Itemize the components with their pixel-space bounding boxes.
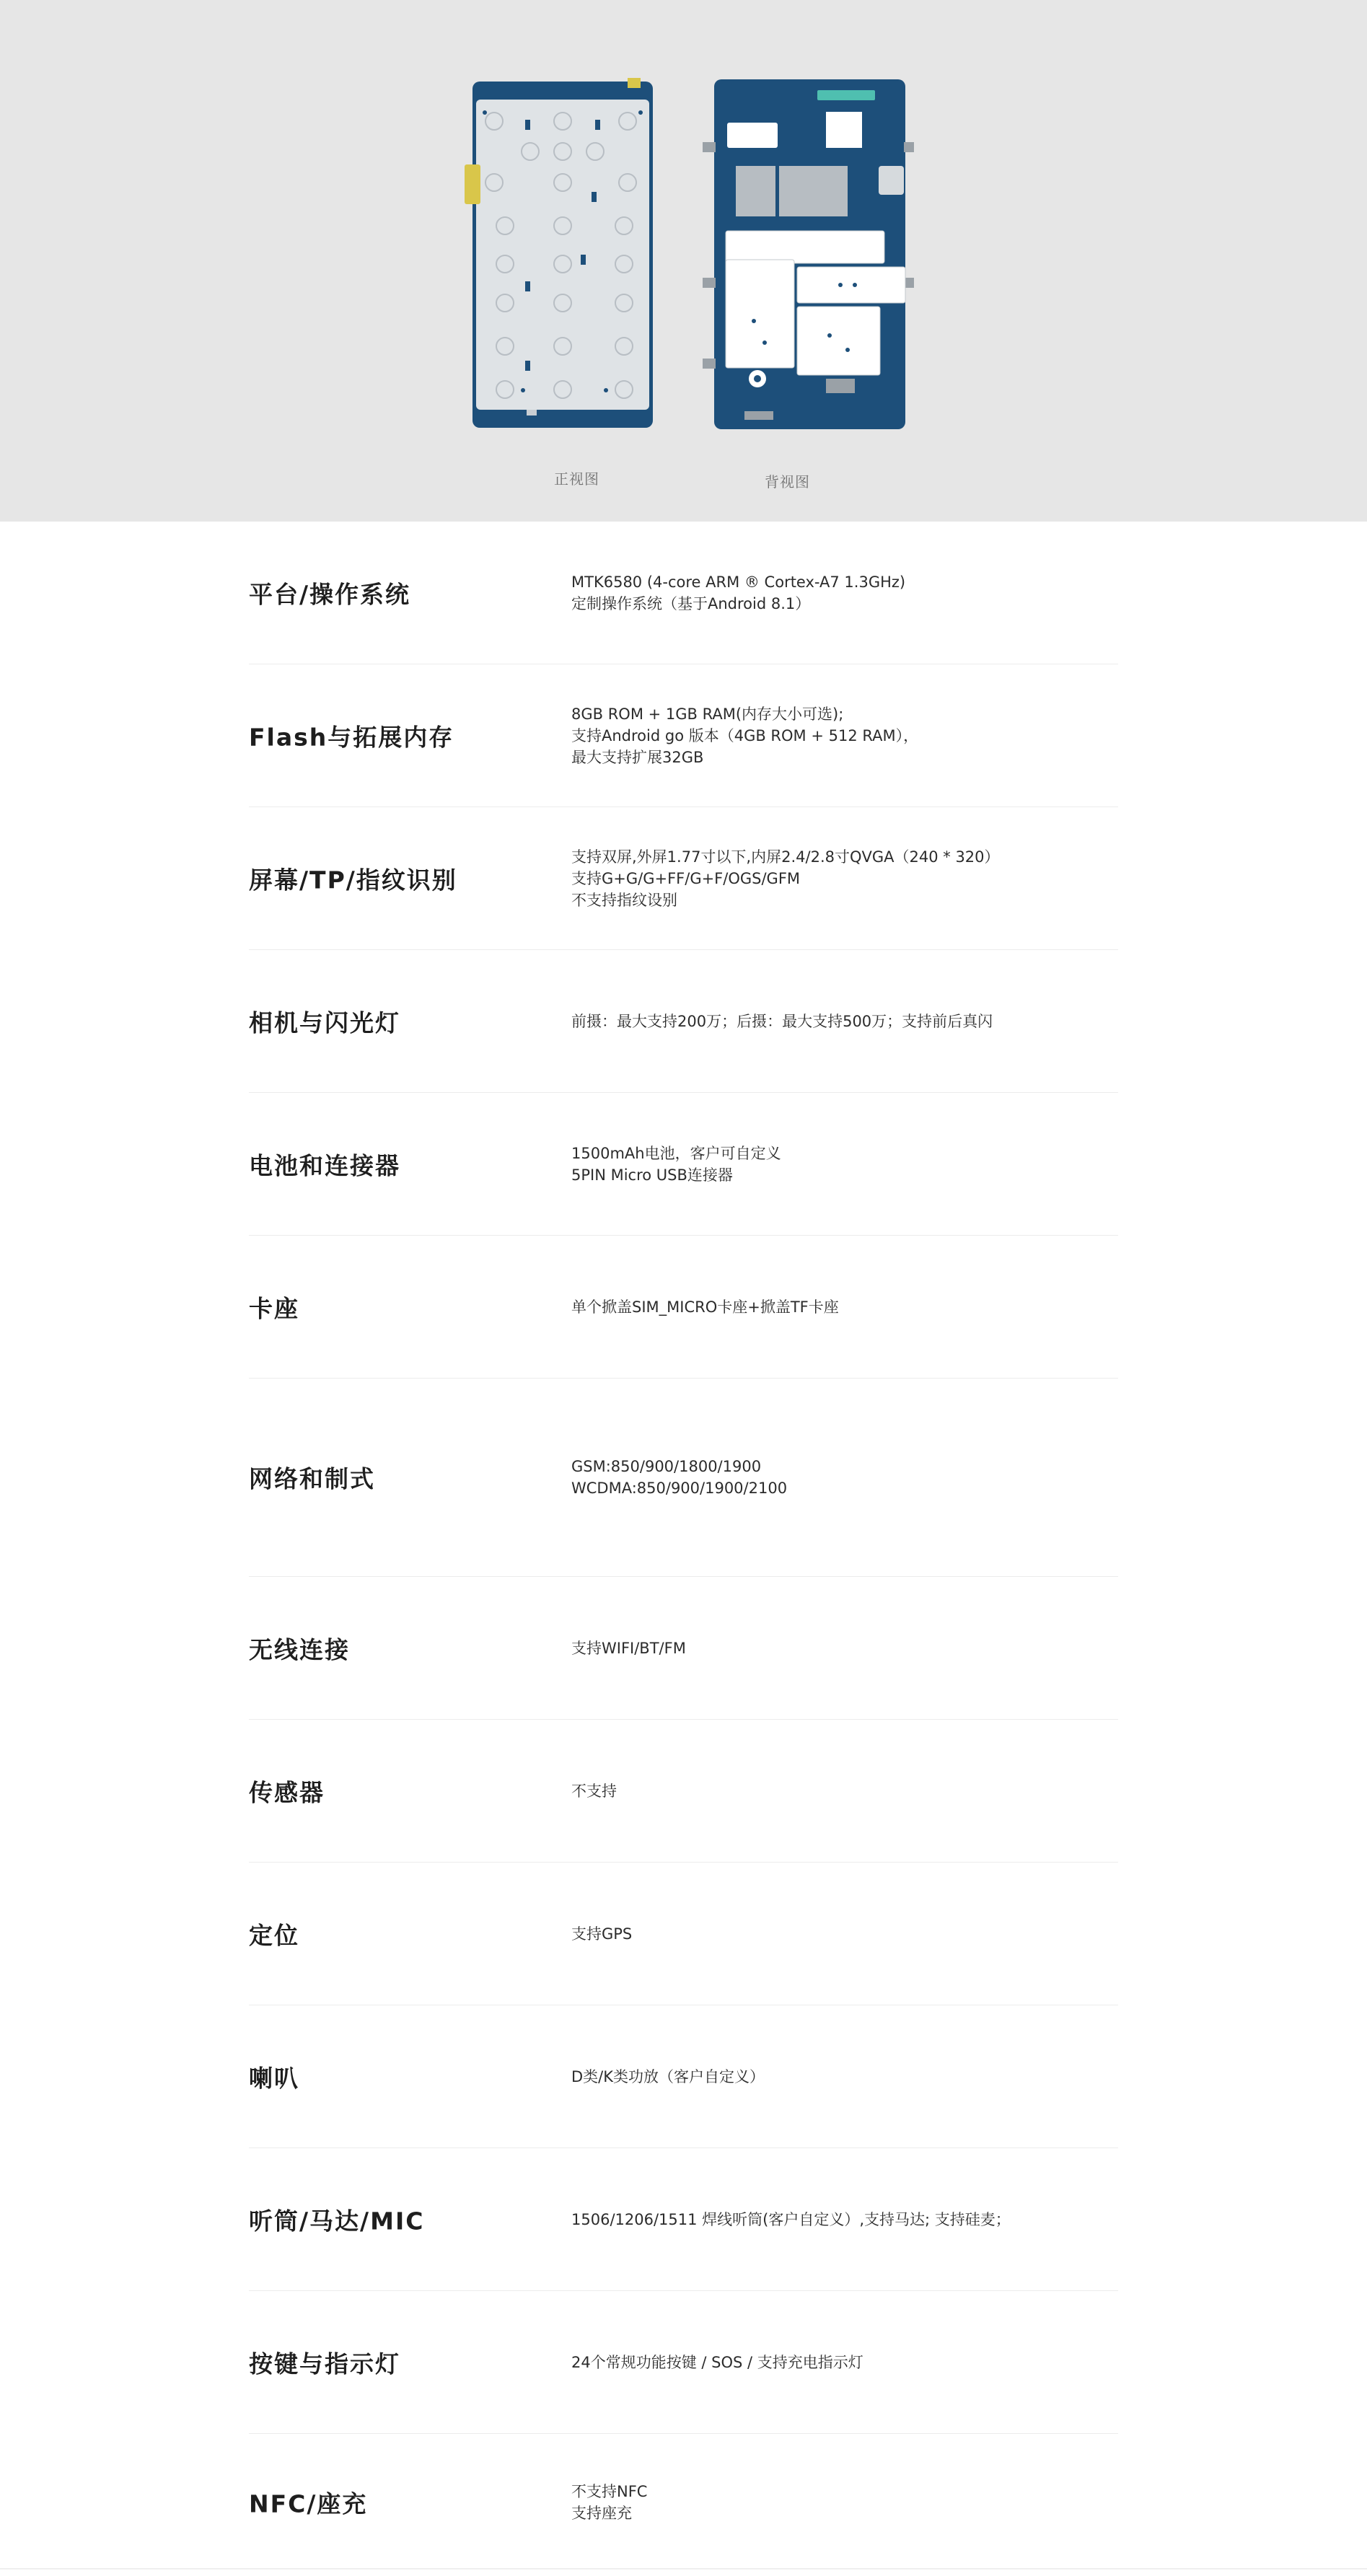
spec-value-line: 单个掀盖SIM_MICRO卡座+掀盖TF卡座 (571, 1298, 839, 1316)
hero-board-images (0, 0, 1367, 522)
spec-row-battery (249, 1093, 1118, 1236)
spec-value-line: 支持Android go 版本（4GB ROM + 512 RAM）， (571, 726, 919, 744)
spec-row-positioning (249, 1863, 1118, 2005)
spec-row-nfc (249, 2434, 1118, 2571)
spec-value-line: 支持座充 (571, 2505, 632, 2522)
spec-values (571, 1296, 839, 1318)
spec-values (571, 846, 1000, 911)
spec-values (571, 1780, 617, 1802)
front-view-caption: 正视图 (554, 470, 599, 488)
spec-values (571, 2481, 647, 2524)
spec-row-keys (249, 2291, 1118, 2434)
spec-label: 屏幕/TP/指纹识别 (249, 866, 457, 894)
spec-label: Flash与拓展内存 (249, 723, 454, 751)
spec-values (571, 571, 905, 615)
spec-values (571, 1011, 993, 1032)
spec-label: 电池和连接器 (249, 1151, 400, 1179)
back-view-caption: 背视图 (765, 473, 810, 491)
spec-value-line: GSM:850/900/1800/1900 (571, 1458, 762, 1475)
spec-row-card-slot (249, 1236, 1118, 1379)
spec-label: NFC/座充 (249, 2489, 368, 2518)
page-bottom-divider (0, 2568, 1367, 2570)
spec-value-line: 不支持指纹设别 (571, 891, 677, 909)
spec-value-line: 前摄：最大支持200万；后摄：最大支持500万；支持前后真闪 (571, 1012, 993, 1030)
spec-row-screen (249, 807, 1118, 950)
spec-value-line: 5PIN Micro USB连接器 (571, 1166, 733, 1184)
spec-label: 相机与闪光灯 (249, 1008, 400, 1037)
spec-values (571, 703, 918, 768)
spec-value-line: 1500mAh电池，客户可自定义 (571, 1144, 781, 1162)
spec-label: 传感器 (249, 1778, 325, 1806)
spec-values (571, 1638, 686, 1659)
spec-values (571, 2209, 1011, 2230)
spec-value-line: 最大支持扩展32GB (571, 748, 704, 766)
spec-label: 喇叭 (249, 2064, 299, 2092)
spec-value-line: 1506/1206/1511 焊线听筒(客户自定义）,支持马达; 支持硅麦； (571, 2210, 1011, 2228)
spec-value-line: 支持GPS (571, 1925, 633, 1943)
spec-row-network (249, 1379, 1118, 1577)
spec-value-line: 8GB ROM + 1GB RAM(内存大小可选); (571, 705, 844, 723)
spec-values (571, 2066, 765, 2088)
spec-value-line: 不支持NFC (571, 2483, 648, 2500)
spec-row-receiver (249, 2148, 1118, 2291)
spec-values (571, 1456, 787, 1499)
spec-value-line: 不支持 (571, 1782, 617, 1800)
spec-value-line: 24个常规功能按键 / SOS / 支持充电指示灯 (571, 2353, 863, 2371)
spec-row-camera (249, 950, 1118, 1093)
spec-value-line: WCDMA:850/900/1900/2100 (571, 1480, 788, 1497)
spec-label: 卡座 (249, 1294, 299, 1322)
spec-values (571, 1143, 781, 1186)
spec-label: 无线连接 (249, 1635, 350, 1663)
spec-value-line: 支持G+G/G+FF/G+F/OGS/GFM (571, 869, 801, 887)
spec-row-wireless (249, 1577, 1118, 1720)
spec-row-platform (249, 522, 1118, 664)
spec-value-line: 支持WIFI/BT/FM (571, 1639, 686, 1657)
pcb-back-view-image (700, 76, 916, 436)
spec-row-sensor (249, 1720, 1118, 1863)
spec-value-line: 支持双屏,外屏1.77寸以下,内屏2.4/2.8寸QVGA（240 * 320） (571, 848, 1000, 866)
spec-value-line: 定制操作系统（基于Android 8.1） (571, 594, 811, 612)
spec-label: 听筒/马达/MIC (249, 2207, 425, 2235)
spec-row-speaker (249, 2005, 1118, 2148)
spec-row-flash (249, 664, 1118, 807)
spec-label: 平台/操作系统 (249, 580, 411, 608)
spec-label: 定位 (249, 1921, 299, 1949)
spec-label: 按键与指示灯 (249, 2349, 400, 2378)
spec-values (571, 2352, 863, 2373)
spec-values (571, 1923, 632, 1945)
spec-value-line: D类/K类功放（客户自定义） (571, 2067, 765, 2085)
spec-label: 网络和制式 (249, 1464, 375, 1493)
spec-value-line: MTK6580 (4-core ARM ® Cortex-A7 1.3GHz) (571, 573, 906, 591)
pcb-front-view-image (454, 78, 660, 431)
